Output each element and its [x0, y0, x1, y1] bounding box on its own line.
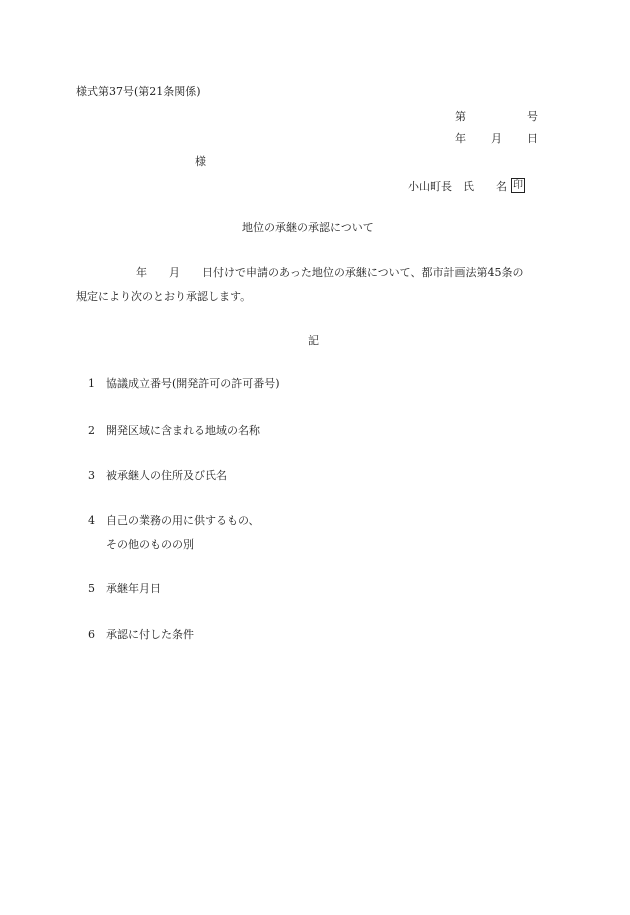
item-label: 承認に付した条件	[106, 628, 194, 641]
list-item	[88, 470, 227, 481]
item-continuation: その他のものの別	[106, 538, 194, 551]
addressee-honorific: 様	[195, 155, 206, 168]
list-item	[88, 583, 161, 594]
item-number: 6	[88, 628, 95, 641]
body-line-1-text: 日付けで申請のあった地位の承継について、都市計画法第45条の	[202, 266, 524, 279]
doc-number-suffix: 号	[527, 110, 538, 123]
issuer-title: 小山町長	[408, 179, 452, 193]
list-item	[88, 378, 280, 389]
date-month-label: 月	[491, 132, 502, 145]
date-year-label: 年	[455, 132, 466, 145]
issuer-line	[408, 179, 525, 194]
item-label: 開発区域に含まれる地域の名称	[106, 424, 260, 437]
list-item	[88, 515, 260, 526]
body-line-2: 規定により次のとおり承認します。	[76, 290, 252, 303]
item-number: 5	[88, 582, 95, 595]
doc-number-prefix: 第	[455, 110, 466, 123]
date-day-label: 日	[527, 132, 538, 145]
document-subject: 地位の承継の承認について	[242, 221, 374, 234]
item-label: 協議成立番号(開発許可の許可番号)	[106, 377, 280, 390]
seal-mark: 印	[513, 180, 523, 191]
item-number: 3	[88, 469, 95, 482]
ki-heading: 記	[308, 334, 319, 347]
form-number: 様式第37号(第21条関係)	[76, 85, 201, 98]
item-number: 1	[88, 377, 95, 390]
item-label: 承継年月日	[106, 582, 161, 595]
body-month: 月	[169, 266, 180, 279]
issuer-mei: 名	[496, 179, 507, 193]
issuer-shi: 氏	[463, 179, 474, 193]
item-label: 自己の業務の用に供するもの、	[106, 514, 260, 527]
list-item	[88, 425, 260, 436]
item-number: 2	[88, 424, 95, 437]
body-line-1	[136, 267, 523, 278]
body-year: 年	[136, 266, 147, 279]
item-label: 被承継人の住所及び氏名	[106, 469, 227, 482]
item-number: 4	[88, 514, 95, 527]
list-item	[88, 629, 194, 640]
